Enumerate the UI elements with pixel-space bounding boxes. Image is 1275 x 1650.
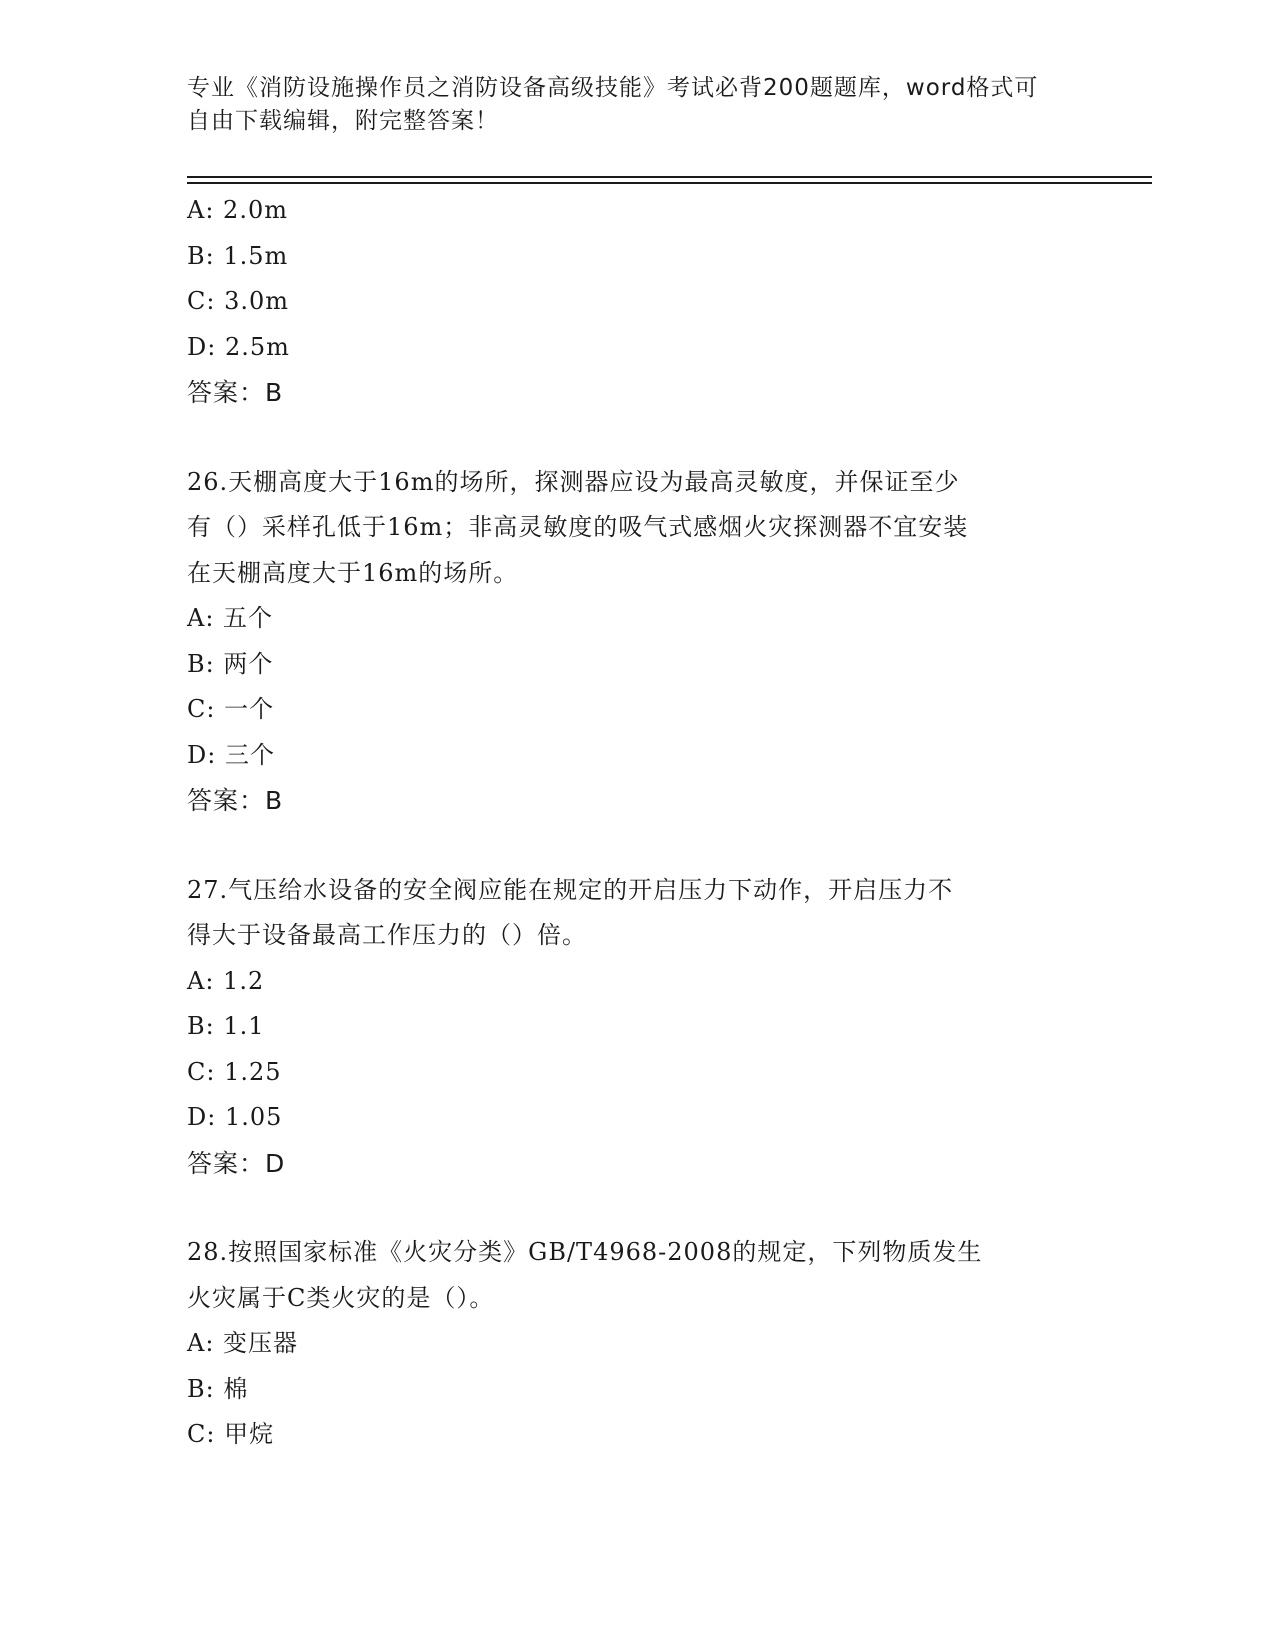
question-stem-line: 火灾属于C类火灾的是（）。 [187,1283,495,1312]
header-line-2: 自由下载编辑，附完整答案！ [187,108,499,134]
question-list [187,188,1087,1458]
question-28 [187,1230,1087,1458]
option-d: D: 三个 [187,740,275,769]
header-divider-top [187,176,1152,178]
question-27 [187,868,1087,1187]
option-a: A: 2.0m [187,196,288,224]
answer: 答案：B [187,786,284,815]
question-stem-line: 28.按照国家标准《火灾分类》GB/T4968-2008的规定，下列物质发生 [187,1238,983,1266]
option-d: D: 2.5m [187,332,290,361]
question-stem-line: 得大于设备最高工作压力的（）倍。 [187,921,587,949]
spacer [187,416,1087,460]
option-a: A: 变压器 [187,1329,299,1357]
option-b: B: 棉 [187,1374,249,1403]
option-b: B: 1.5m [187,241,289,270]
option-c: C: 甲烷 [187,1420,275,1448]
answer: 答案：D [187,1148,286,1178]
question-stem-line: 26.天棚高度大于16m的场所，探测器应设为最高灵敏度，并保证至少 [187,467,960,496]
option-a: A: 1.2 [187,966,265,995]
option-c: C: 3.0m [187,287,290,315]
answer: 答案：B [187,378,284,407]
question-stem-line: 27.气压给水设备的安全阀应能在规定的开启压力下动作，开启压力不 [187,875,954,904]
question-26 [187,460,1087,824]
option-b: B: 1.1 [187,1012,265,1040]
header-divider-bottom [187,182,1152,184]
question-stem-line: 有（）采样孔低于16m；非高灵敏度的吸气式感烟火灾探测器不宜安装 [187,513,969,541]
spacer [187,824,1087,868]
document-header [187,72,1067,138]
spacer [187,1186,1087,1230]
option-a: A: 五个 [187,604,274,632]
question-25-tail [187,188,1087,416]
header-line-1: 专业《消防设施操作员之消防设备高级技能》考试必背200题题库，word格式可 [187,75,1039,101]
question-stem-line: 在天棚高度大于16m的场所。 [187,558,519,587]
option-b: B: 两个 [187,649,274,678]
option-c: C: 1.25 [187,1057,282,1086]
option-c: C: 一个 [187,695,275,723]
option-d: D: 1.05 [187,1103,283,1131]
